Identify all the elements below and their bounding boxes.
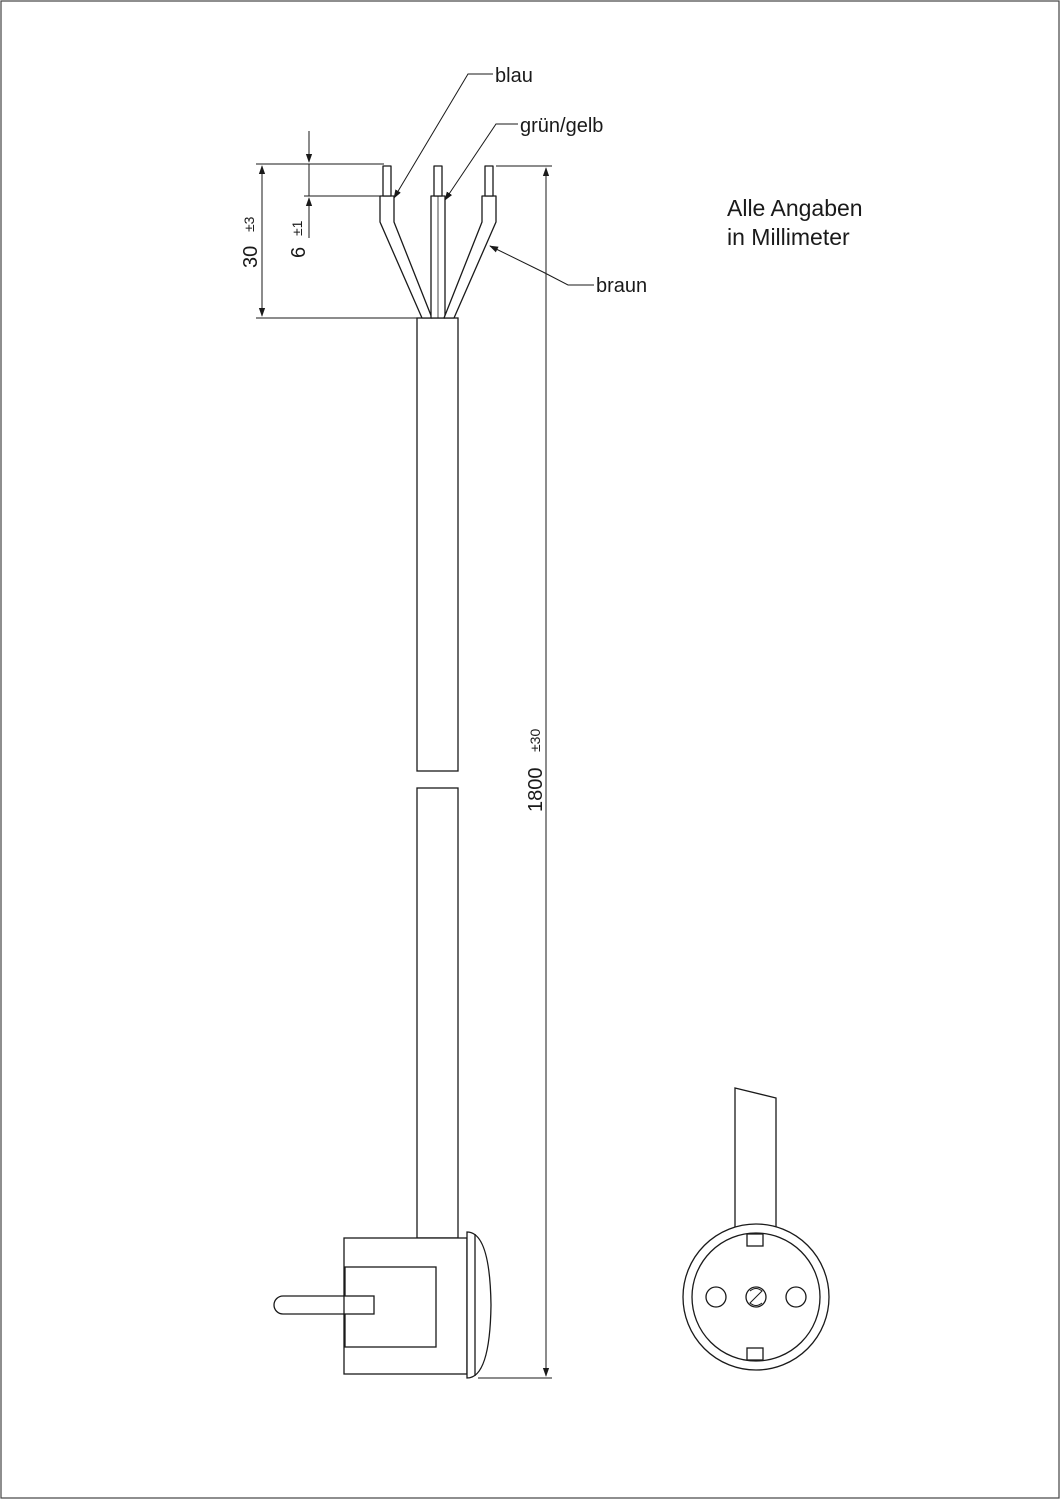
dim-total-tolerance: ±30 <box>527 728 543 752</box>
dimension-sleeve-length <box>304 131 382 238</box>
label-green-yellow: grün/gelb <box>520 115 604 137</box>
plug-front-view <box>683 1088 829 1370</box>
dim-sleeve-value: 6 <box>288 246 310 258</box>
dim-sleeve-tolerance: ±1 <box>289 220 305 236</box>
wire-blue <box>380 196 432 318</box>
front-bottom-tab <box>747 1348 763 1360</box>
wire-blue-ferrule <box>383 166 391 196</box>
note-line-1: Alle Angaben <box>727 195 863 221</box>
leader-brown <box>490 246 594 285</box>
front-pin-right <box>786 1287 806 1307</box>
dim-strip-tolerance: ±3 <box>241 216 257 232</box>
cable <box>417 318 458 1238</box>
dim-strip-value: 30 <box>240 245 262 268</box>
label-brown: braun <box>596 275 648 297</box>
front-cable-stub <box>735 1088 776 1230</box>
wire-green-yellow-ferrule <box>434 166 442 196</box>
leader-blue <box>394 74 493 198</box>
leader-green-yellow <box>445 124 518 200</box>
wire-brown-ferrule <box>485 166 493 196</box>
cable-upper-segment <box>417 318 458 771</box>
dim-total-value: 1800 <box>525 767 547 812</box>
front-pin-left <box>706 1287 726 1307</box>
plug-pin-collar <box>344 1296 374 1314</box>
plug-side-view <box>274 1232 491 1378</box>
wire-callouts <box>394 74 594 285</box>
front-top-tab <box>747 1234 763 1246</box>
wire-brown <box>444 196 496 318</box>
wires <box>380 166 496 318</box>
cable-lower-segment <box>417 788 458 1238</box>
note-line-2: in Millimeter <box>727 224 850 250</box>
plug-cap <box>467 1232 491 1378</box>
label-blue: blau <box>495 65 533 87</box>
plug-pin <box>274 1296 344 1314</box>
